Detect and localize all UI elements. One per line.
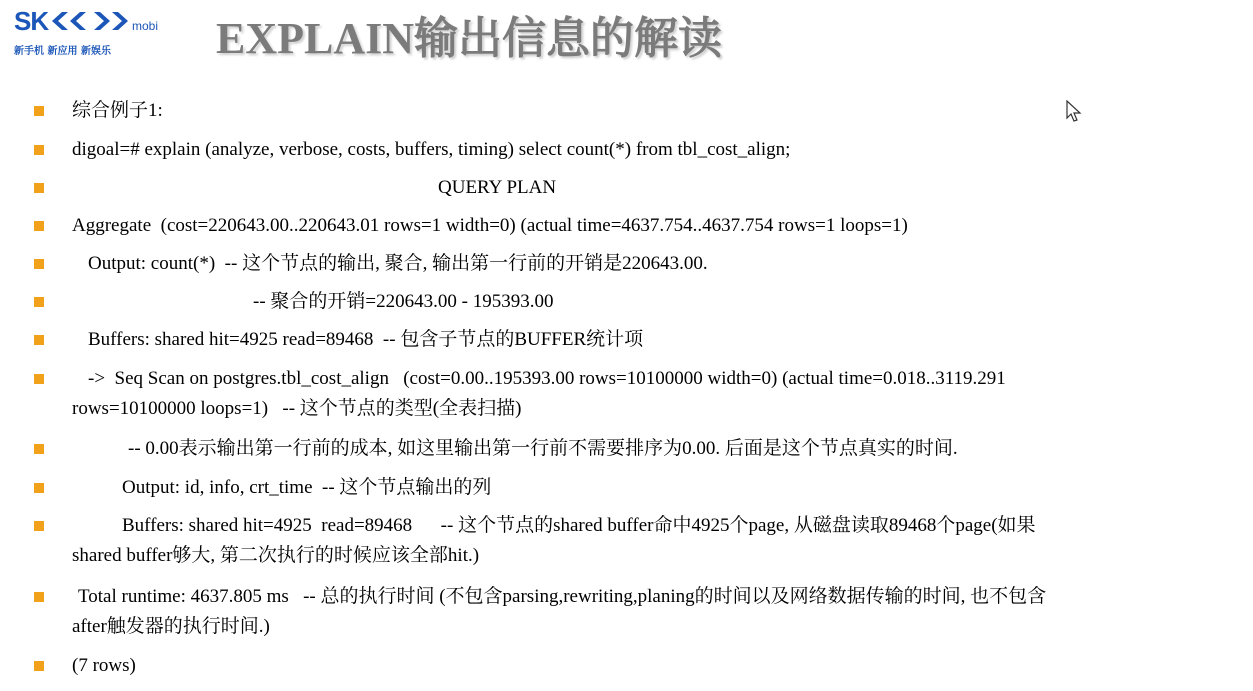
company-logo — [14, 6, 184, 58]
logo-mark: SK — [14, 6, 49, 36]
logo-sub: mobi — [132, 19, 159, 33]
bullet-icon — [34, 592, 44, 602]
slide-title: EXPLAIN输出信息的解读 — [216, 14, 723, 63]
bullet-icon — [34, 374, 44, 384]
bullet-icon — [34, 145, 44, 155]
bullet-icon — [34, 661, 44, 671]
bullet-icon — [34, 297, 44, 307]
logo-chevrons-icon — [50, 10, 130, 32]
bullet-icon — [34, 259, 44, 269]
bullet-icon — [34, 183, 44, 193]
bullet-icon — [34, 444, 44, 454]
bullet-icon — [34, 483, 44, 493]
mouse-cursor-icon — [1066, 100, 1084, 124]
logo-slogan: 新手机 新应用 新娱乐 — [14, 46, 111, 57]
bullet-icon — [34, 221, 44, 231]
bullet-icon — [34, 106, 44, 116]
bullet-icon — [34, 335, 44, 345]
bullet-icon — [34, 521, 44, 531]
